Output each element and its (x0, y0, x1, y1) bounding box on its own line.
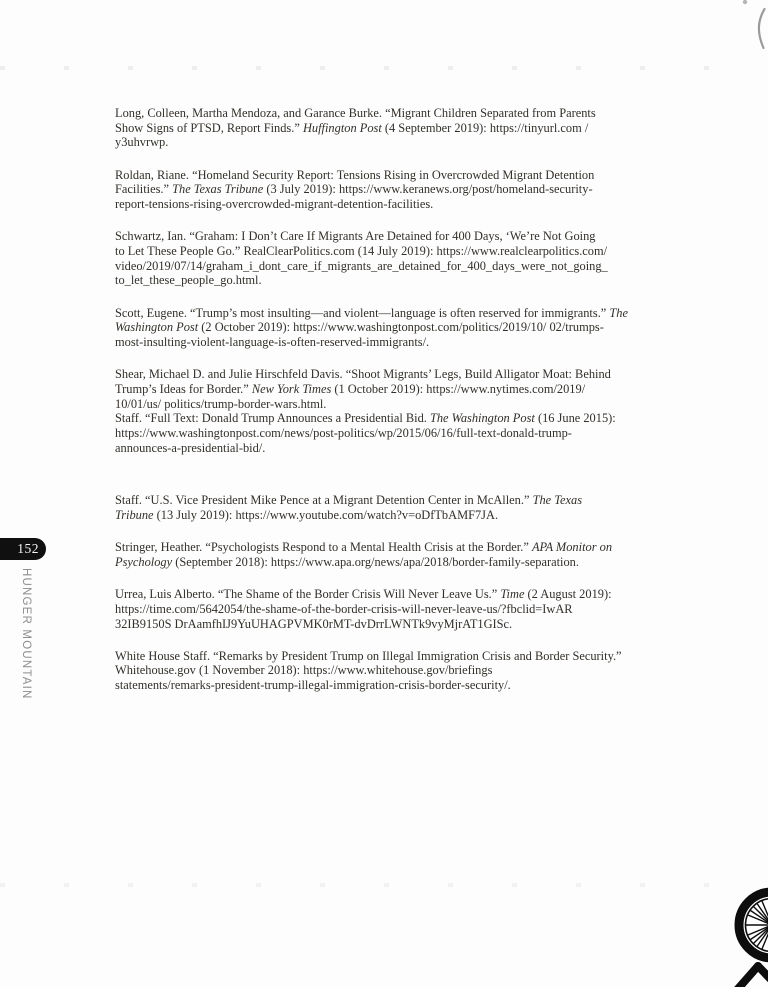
citation-text: (1 October 2019): https://www.nytimes.com/2019/ (331, 381, 586, 396)
citation-text: statements/remarks-president-trump-illegal-immigration-crisis-border-security/. (115, 678, 511, 693)
citation-text: Staff. “U.S. Vice President Mike Pence at a Migrant Detention Center in McAllen.” (115, 493, 533, 508)
citation-text: Show Signs of PTSD, Report Finds.” (115, 120, 303, 135)
publication-title: New York Times (251, 381, 332, 396)
bibliography-line (115, 121, 715, 136)
bibliography-line (115, 135, 715, 150)
bibliography-line (115, 259, 715, 274)
citation-text: (2 October 2019): https://www.washingtonpost.com/politics/2019/10/ 02/trumps- (198, 320, 604, 335)
bibliography-line (115, 106, 715, 121)
citation-text: (16 June 2015): (534, 411, 616, 426)
citation-text: to Let These People Go.” RealClearPolitics.com (14 July 2019): https://www.realclearpolitics.com/ (115, 243, 608, 258)
bibliography-line (115, 555, 715, 570)
citation-text: Urrea, Luis Alberto. “The Shame of the Border Crisis Will Never Leave Us.” (115, 587, 501, 602)
bibliography-entry-urrea (115, 587, 715, 631)
publication-title: The (609, 305, 628, 320)
publication-title: APA Monitor on (531, 540, 613, 555)
bibliography-line (115, 335, 715, 350)
bibliography-line (115, 197, 715, 212)
citation-text: Scott, Eugene. “Trump’s most insulting—and violent—language is often reserved for immigrants.” (115, 305, 610, 320)
page-number-tab (0, 538, 46, 560)
citation-text: (4 September 2019): https://tinyurl.com / (381, 120, 589, 135)
citation-text: Roldan, Riane. “Homeland Security Report: Tensions Rising in Overcrowded Migrant Detention (115, 167, 595, 182)
citation-text: video/2019/07/14/graham_i_dont_care_if_migrants_are_detained_for_400_days_were_not_going_ (115, 258, 608, 273)
bibliography-line (115, 182, 715, 197)
citation-text: Whitehouse.gov (1 November 2018): https://www.whitehouse.gov/briefings (115, 663, 493, 678)
bibliography-entry-stringer (115, 540, 715, 569)
citation-text: (13 July 2019): https://www.youtube.com/watch?v=oDfTbAMF7JA. (153, 508, 499, 523)
citation-text: https://time.com/5642054/the-shame-of-the-border-crisis-will-never-leave-us/?fbclid=IwAR (115, 601, 573, 616)
citation-text: https://www.washingtonpost.com/news/post-politics/wp/2015/06/16/full-text-donald-trump- (115, 425, 572, 440)
journal-title-vertical: HUNGER MOUNTAIN (20, 568, 32, 700)
publication-title: The Texas Tribune (172, 182, 264, 197)
citation-text: Shear, Michael D. and Julie Hirschfeld Davis. “Shoot Migrants’ Legs, Build Alligator Moat: Behind (115, 367, 611, 382)
bibliography-line (115, 508, 715, 523)
wheel (739, 892, 768, 958)
bibliography-entry-long-mendoza-burke (115, 106, 715, 150)
bibliography-entry-staff-pence (115, 493, 715, 522)
bibliography-line (115, 678, 715, 693)
bibliography-line (115, 320, 715, 335)
scan-artifact-dots-bottom (0, 883, 768, 887)
publication-title: Washington Post (115, 320, 199, 335)
citation-text: 32IB9150S DrAamfhIJ9YuUHAGPVMK0rMT-dvDrrLWNTk9vyMjrAT1GISc. (115, 616, 513, 631)
publication-title: Huffington Post (302, 120, 382, 135)
bibliography-entry-scott (115, 306, 715, 350)
citation-text: (2 August 2019): (524, 587, 612, 602)
bibliography-line (115, 306, 715, 321)
citation-text: report-tensions-rising-overcrowded-migrant-detention-facilities. (115, 197, 434, 212)
citation-text: Trump’s Ideas for Border.” (115, 381, 252, 396)
frame-fragment (736, 966, 768, 987)
bibliography-line (115, 229, 715, 244)
bibliography-line (115, 168, 715, 183)
publication-title: The Texas (532, 493, 583, 508)
bibliography-line (115, 426, 715, 441)
bibliography-entry-roldan (115, 168, 715, 212)
citation-text: y3uhvrwp. (115, 135, 169, 150)
publication-title: Psychology (115, 554, 173, 569)
citation-text: Facilities.” (115, 182, 173, 197)
bibliography-line (115, 602, 715, 617)
page-corner-mark-icon (736, 0, 768, 56)
scan-artifact-dots-top (0, 66, 768, 70)
bibliography-line (115, 441, 715, 456)
bibliography-line (115, 367, 715, 382)
bibliography (115, 106, 715, 710)
page-number: 152 (17, 541, 39, 556)
bicycle-wheel-icon (686, 855, 768, 987)
bibliography-line (115, 244, 715, 259)
citation-text: White House Staff. “Remarks by President Trump on Illegal Immigration Crisis and Border Security.” (115, 648, 622, 663)
bibliography-line (115, 617, 715, 632)
citation-text: Staff. “Full Text: Donald Trump Announces a Presidential Bid. (115, 411, 430, 426)
bibliography-line (115, 649, 715, 664)
citation-text: most-insulting-violent-language-is-often-reserved-immigrants/. (115, 334, 430, 349)
bibliography-line (115, 382, 715, 397)
publication-title: Tribune (115, 508, 154, 523)
bibliography-entry-schwartz (115, 229, 715, 288)
bibliography-line (115, 493, 715, 508)
publication-title: The Washington Post (429, 411, 535, 426)
publication-title: Time (500, 587, 525, 602)
citation-text: Schwartz, Ian. “Graham: I Don’t Care If Migrants Are Detained for 400 Days, ‘We’re Not Going (115, 229, 596, 244)
bibliography-line (115, 540, 715, 555)
citation-text: Long, Colleen, Martha Mendoza, and Garance Burke. “Migrant Children Separated from Parents (115, 106, 596, 120)
bibliography-line (115, 397, 715, 412)
bibliography-line (115, 663, 715, 678)
citation-text: (September 2018): https://www.apa.org/news/apa/2018/border-family-separation. (172, 554, 579, 569)
citation-text: Stringer, Heather. “Psychologists Respond to a Mental Health Crisis at the Border.” (115, 540, 532, 555)
bibliography-line (115, 411, 715, 426)
citation-text: (3 July 2019): https://www.keranews.org/post/homeland-security- (263, 182, 593, 197)
citation-text: 10/01/us/ politics/trump-border-wars.html. (115, 396, 327, 411)
bibliography-entry-white-house-staff (115, 649, 715, 693)
citation-text: announces-a-presidential-bid/. (115, 440, 266, 455)
bibliography-line (115, 273, 715, 288)
bibliography-entry-shear-and-staff (115, 367, 715, 455)
citation-text: to_let_these_people_go.html. (115, 273, 262, 288)
bibliography-line (115, 587, 715, 602)
